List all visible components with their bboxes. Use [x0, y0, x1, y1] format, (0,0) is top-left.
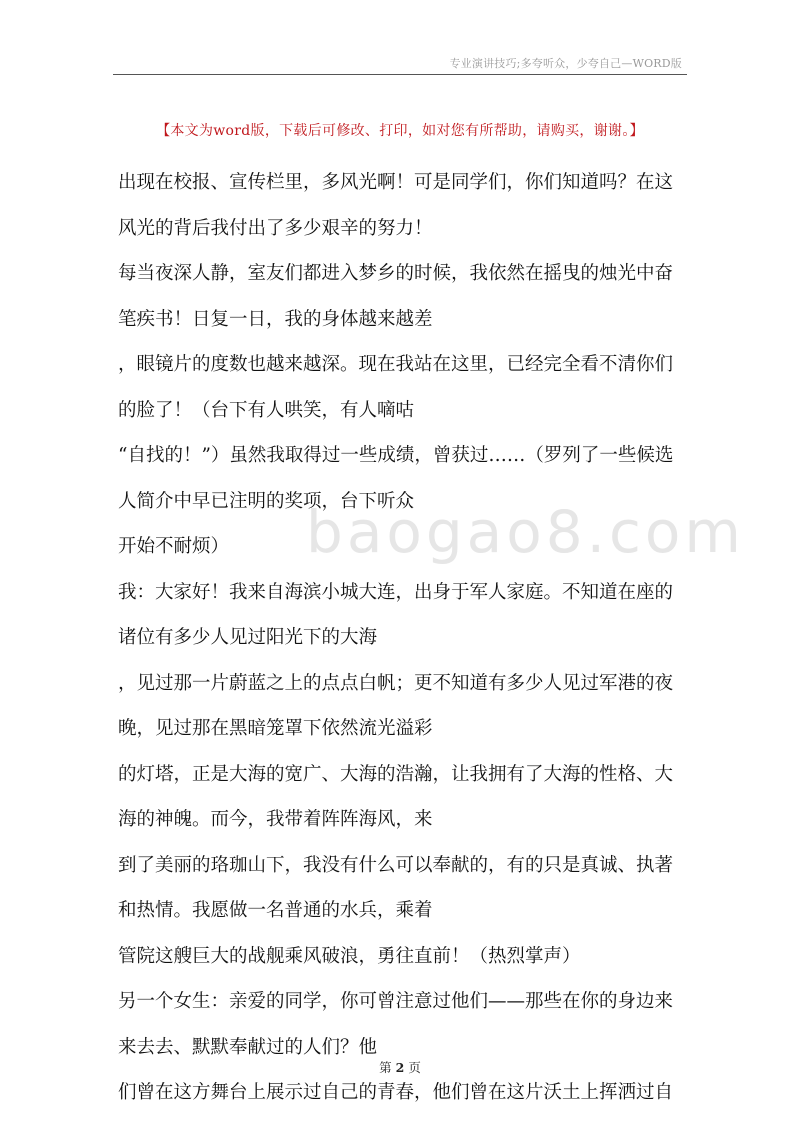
- watermark: baogao8.com: [306, 498, 745, 566]
- page-number: 2: [395, 1060, 405, 1075]
- body-line: “自找的！”）虽然我取得过一些成绩，曾获过……（罗列了一些候选: [118, 445, 674, 466]
- page-header-title: 专业演讲技巧;多夸听众，少夸自己—WORD版: [449, 57, 682, 70]
- body-line: ，眼镜片的度数也越来越深。现在我站在这里，已经完全看不清你们: [118, 354, 674, 375]
- body-line: 晚，见过那在黑暗笼罩下依然流光溢彩: [118, 718, 433, 739]
- document-body: [118, 160, 688, 1116]
- body-line: 出现在校报、宣传栏里，多风光啊！可是同学们，你们知道吗？在这: [118, 172, 674, 193]
- body-line: 的灯塔，正是大海的宽广、大海的浩瀚，让我拥有了大海的性格、大: [118, 763, 674, 785]
- body-line: 的脸了！（台下有人哄笑，有人嘀咕: [118, 399, 415, 421]
- body-line: 笔疾书！日复一日，我的身体越来越差: [118, 308, 433, 330]
- header-divider: [113, 74, 687, 75]
- body-line: 每当夜深人静，室友们都进入梦乡的时候，我依然在摇曳的烛光中奋: [118, 263, 674, 284]
- body-line: 人简介中早已注明的奖项，台下听众: [118, 490, 415, 512]
- body-line: ，见过那一片蔚蓝之上的点点白帆；更不知道有多少人见过军港的夜: [118, 672, 674, 694]
- body-line: 海的神魄。而今，我带着阵阵海风，来: [118, 809, 433, 830]
- body-line: 来去去、默默奉献过的人们？他: [118, 1036, 378, 1058]
- footer-suffix: 页: [408, 1060, 421, 1075]
- body-line: 诸位有多少人见过阳光下的大海: [118, 627, 378, 648]
- body-line: 们曾在这方舞台上展示过自己的青春，他们曾在这片沃土上挥洒过自: [118, 1082, 674, 1103]
- footer-prefix: 第: [379, 1060, 392, 1075]
- body-line: 另一个女生：亲爱的同学，你可曾注意过他们——那些在你的身边来: [118, 991, 674, 1012]
- download-notice: 【本文为word版，下载后可修改、打印，如对您有所帮助，请购买，谢谢。】: [156, 123, 644, 139]
- body-line: 管院这艘巨大的战舰乘风破浪，勇往直前！（热烈掌声）: [118, 945, 581, 967]
- body-line: 到了美丽的珞珈山下，我没有什么可以奉献的，有的只是真诚、执著: [118, 854, 674, 876]
- body-line: 我：大家好！我来自海滨小城大连，出身于军人家庭。不知道在座的: [118, 581, 674, 603]
- body-line: 和热情。我愿做一名普通的水兵，乘着: [118, 900, 433, 921]
- body-line: 开始不耐烦）: [118, 536, 230, 557]
- body-line: 风光的背后我付出了多少艰辛的努力！: [118, 217, 433, 239]
